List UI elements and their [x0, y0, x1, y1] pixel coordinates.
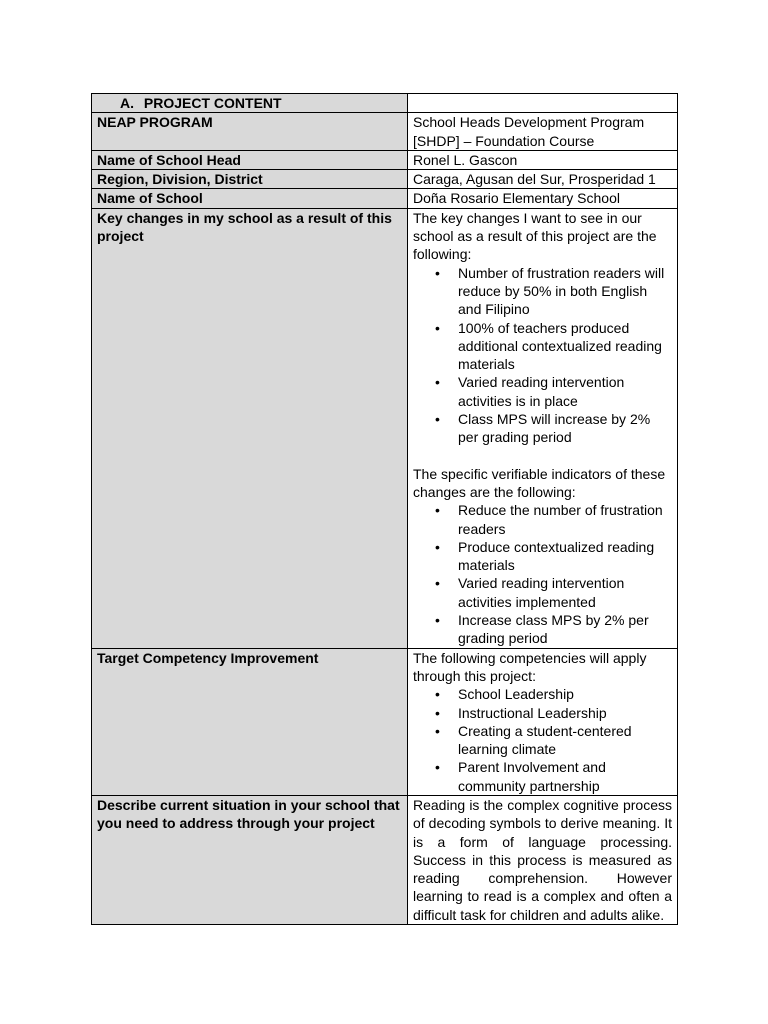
key-changes-value [408, 208, 678, 648]
school-name-row [92, 189, 678, 208]
section-header-cell [92, 94, 408, 113]
list-item: • Produce contextualized reading materials [413, 538, 672, 575]
key-changes-list [413, 264, 672, 447]
school-head-value: Ronel L. Gascon [408, 150, 678, 169]
region-row [92, 170, 678, 189]
competency-row [92, 648, 678, 795]
list-item: • Class MPS will increase by 2% per grading period [413, 410, 672, 447]
list-item: • Parent Involvement and community partnership [413, 758, 672, 795]
neap-program-row [92, 113, 678, 151]
school-head-label: Name of School Head [92, 150, 408, 169]
section-header-empty-cell [408, 94, 678, 113]
list-item: • Increase class MPS by 2% per grading period [413, 611, 672, 648]
school-name-label: Name of School [92, 189, 408, 208]
list-item: • Number of frustration readers will reduce by 50% in both English and Filipino [413, 264, 672, 319]
key-changes-row [92, 208, 678, 648]
competency-intro: The following competencies will apply through this project: [413, 649, 647, 684]
project-content-table [91, 93, 678, 925]
key-changes-label: Key changes in my school as a result of this project [92, 208, 408, 648]
list-item: • School Leadership [413, 685, 672, 703]
neap-program-label: NEAP PROGRAM [92, 113, 408, 151]
competency-label: Target Competency Improvement [92, 648, 408, 795]
list-item: • Varied reading intervention activities implemented [413, 574, 672, 611]
situation-row [92, 795, 678, 924]
list-item: • Varied reading intervention activities is in place [413, 373, 672, 410]
region-label: Region, Division, District [92, 170, 408, 189]
section-number: A. [120, 95, 134, 111]
list-item: • Creating a student-centered learning climate [413, 722, 672, 759]
neap-program-value: School Heads Development Program [SHDP] – Foundation Course [408, 113, 678, 151]
situation-label: Describe current situation in your school that you need to address through your project [92, 795, 408, 924]
competency-list [413, 685, 672, 795]
region-value: Caraga, Agusan del Sur, Prosperidad 1 [408, 170, 678, 189]
competency-value [408, 648, 678, 795]
indicators-list [413, 501, 672, 647]
list-item: • Instructional Leadership [413, 704, 672, 722]
spacer [413, 447, 672, 465]
situation-value: Reading is the complex cognitive process of decoding symbols to derive meaning. It is a form of language processing. Success in this process is measured as reading comprehension. However learning to read is a complex and often a difficult task for children and adults alike. [408, 795, 678, 924]
school-name-value: Doña Rosario Elementary School [408, 189, 678, 208]
section-header-row [92, 94, 678, 113]
list-item: • 100% of teachers produced additional contextualized reading materials [413, 319, 672, 374]
school-head-row [92, 150, 678, 169]
section-title: PROJECT CONTENT [143, 95, 282, 111]
key-changes-intro: The key changes I want to see in our school as a result of this project are the following: [413, 209, 657, 263]
indicators-intro: The specific verifiable indicators of these changes are the following: [413, 465, 666, 500]
list-item: • Reduce the number of frustration readers [413, 501, 672, 538]
